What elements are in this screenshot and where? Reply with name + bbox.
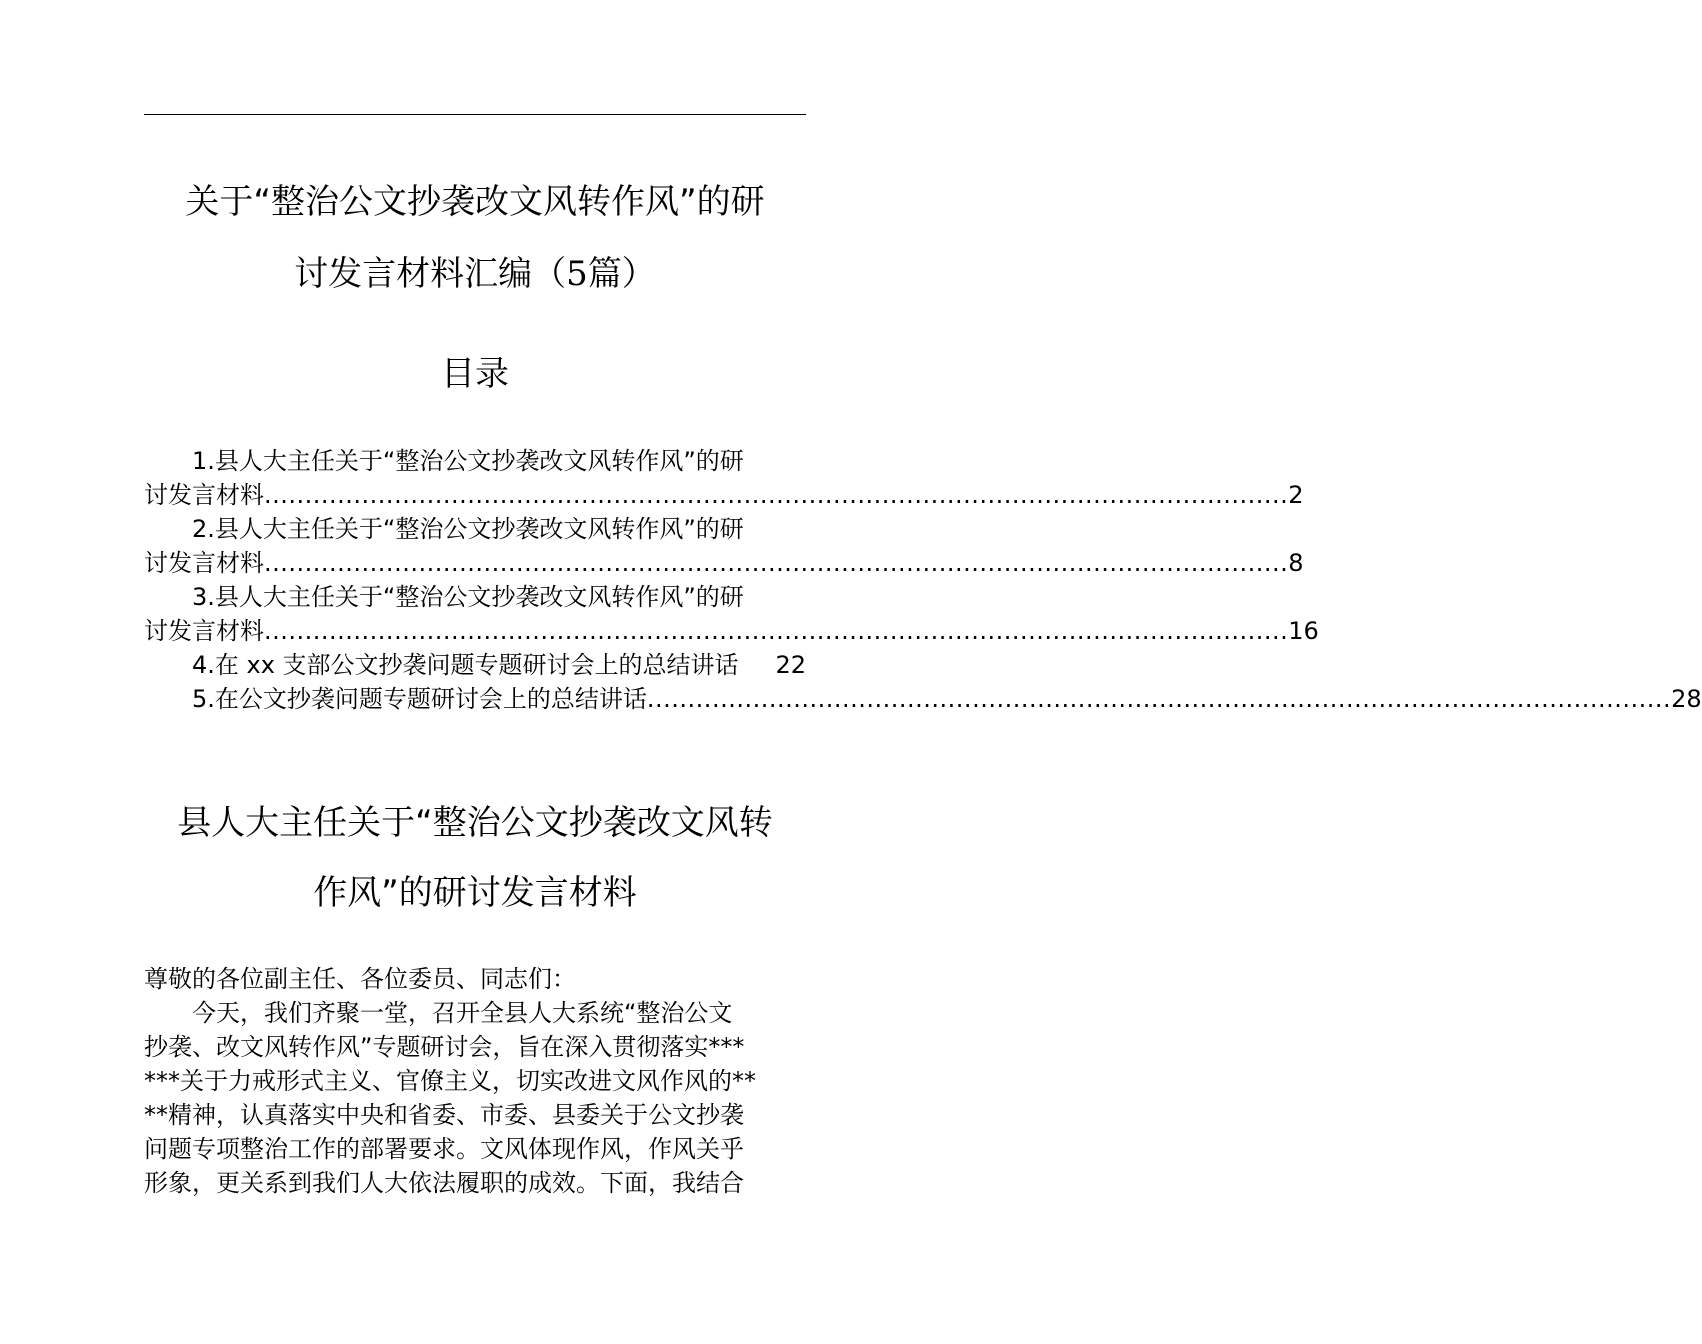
salutation: 尊敬的各位副主任、各位委员、同志们：	[144, 965, 576, 993]
toc-page-number[interactable]: 22	[775, 651, 806, 679]
body-line: **精神，认真落实中央和省委、市委、县委关于公文抄袭	[144, 1101, 744, 1129]
toc-entry-3[interactable]	[144, 580, 806, 614]
toc-heading: 目录	[441, 354, 509, 394]
toc-leader-dots: ..............................................................................................................................	[264, 617, 1289, 645]
document-title-count: 5	[566, 254, 588, 294]
toc-entry-5[interactable]	[144, 682, 1702, 716]
toc-entry-text[interactable]: 5.在公文抄袭问题专题研讨会上的总结讲话	[192, 685, 647, 713]
toc-entry-text[interactable]: 1.县人大主任关于“整治公文抄袭改文风转作风”的研	[192, 447, 744, 475]
section-title	[144, 788, 806, 928]
table-of-contents	[144, 444, 1702, 716]
toc-entry-text[interactable]: 3.县人大主任关于“整治公文抄袭改文风转作风”的研	[192, 583, 744, 611]
toc-page-number[interactable]: 16	[1288, 617, 1319, 645]
document-title-text: 讨发言材料汇编（	[294, 254, 567, 294]
toc-page-number[interactable]: 28	[1671, 685, 1702, 713]
document-title-suffix: 篇）	[587, 254, 656, 294]
body-paragraphs	[144, 962, 806, 1200]
body-line: ***关于力戒形式主义、官僚主义，切实改进文风作风的**	[144, 1067, 756, 1095]
toc-entry-text[interactable]: 2.县人大主任关于“整治公文抄袭改文风转作风”的研	[192, 515, 744, 543]
toc-entry-text[interactable]: 讨发言材料	[144, 481, 264, 509]
body-line: 形象，更关系到我们人大依法履职的成效。下面，我结合	[144, 1169, 744, 1197]
document-title	[144, 166, 806, 310]
toc-entry-4[interactable]	[144, 648, 806, 682]
toc-leader-dots: ..............................................................................................................................	[646, 685, 1672, 713]
toc-entry-2-cont[interactable]	[144, 546, 1304, 580]
toc-page-number[interactable]: 8	[1288, 549, 1304, 577]
section-title-line-2: 作风”的研讨发言材料	[313, 873, 637, 913]
body-line: 今天，我们齐聚一堂，召开全县人大系统“整治公文	[192, 999, 733, 1027]
document-title-line-2	[144, 238, 806, 310]
toc-entry-2[interactable]	[144, 512, 806, 546]
toc-entry-text[interactable]: 讨发言材料	[144, 549, 264, 577]
document-title-line-1: 关于“整治公文抄袭改文风转作风”的研	[185, 182, 765, 222]
toc-leader-dots: ..............................................................................................................................	[264, 549, 1289, 577]
body-line: 问题专项整治工作的部署要求。文风体现作风，作风关乎	[144, 1135, 744, 1163]
body-line: 抄袭、改文风转作风”专题研讨会，旨在深入贯彻落实***	[144, 1033, 745, 1061]
toc-entry-text[interactable]: 4.在 xx 支部公文抄袭问题专题研讨会上的总结讲话	[192, 651, 739, 679]
section-title-line-1: 县人大主任关于“整治公文抄袭改文风转	[177, 803, 773, 843]
toc-leader-dots: ..............................................................................................................................	[264, 481, 1289, 509]
toc-page-number[interactable]: 2	[1288, 481, 1304, 509]
toc-entry-1-cont[interactable]	[144, 478, 1304, 512]
header-rule	[144, 114, 806, 115]
document-page	[144, 0, 1702, 1344]
toc-entry-3-cont[interactable]	[144, 614, 1319, 648]
toc-entry-text[interactable]: 讨发言材料	[144, 617, 264, 645]
toc-entry-1[interactable]	[144, 444, 806, 478]
